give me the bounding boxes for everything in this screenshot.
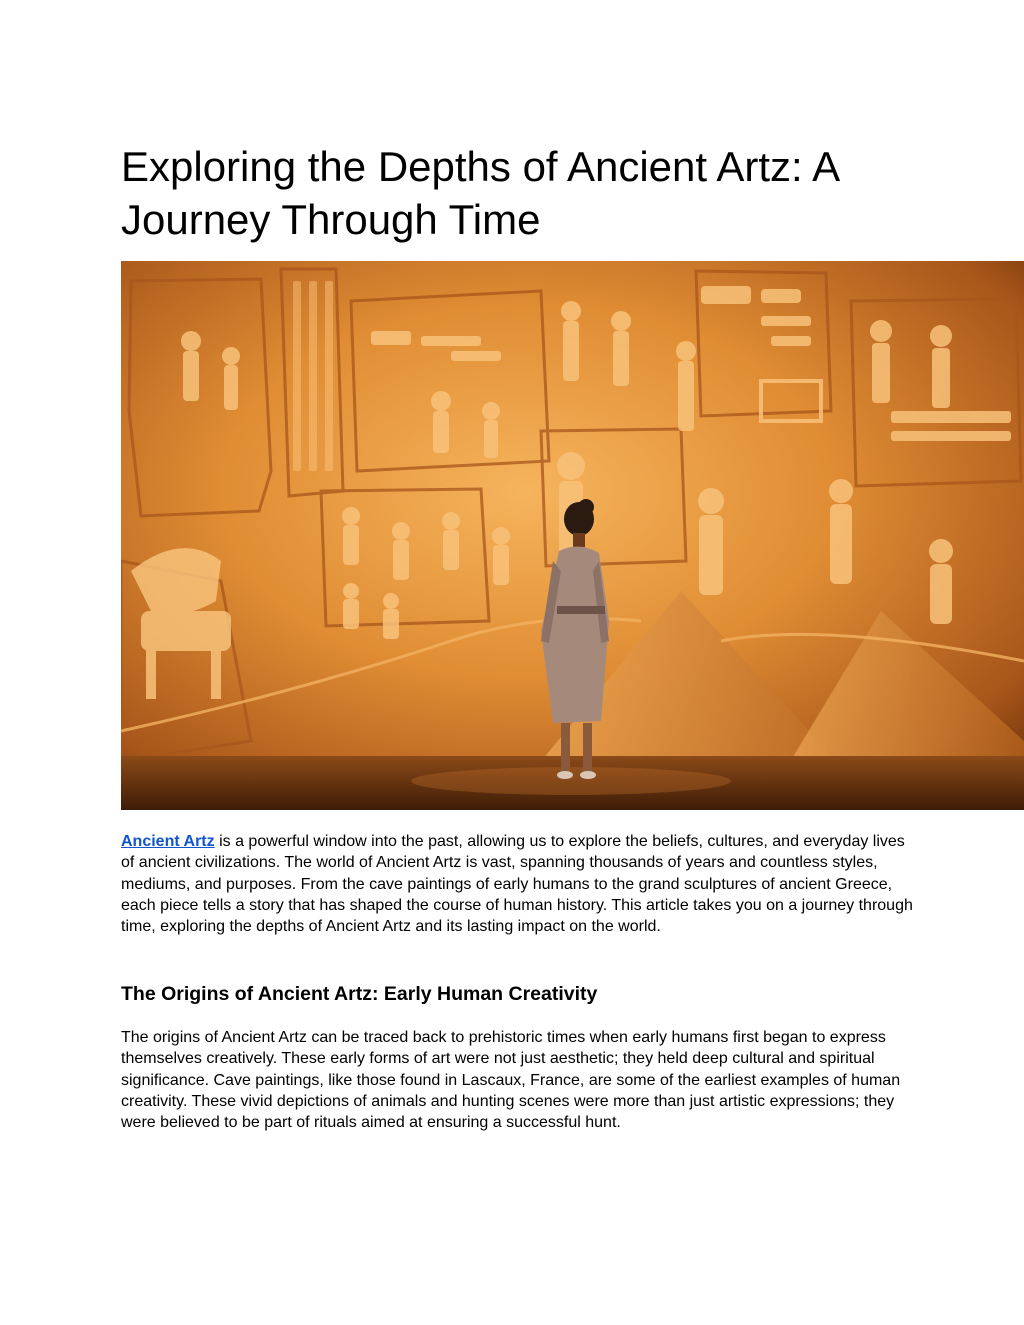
relief-wall-illustration — [121, 261, 1024, 810]
intro-text: is a powerful window into the past, allowing us to explore the beliefs, cultures, and everyday lives of ancient civilizations. The world of Ancient Artz is vast, spanning thousands of years and countless styles, mediums, and purposes. From the cave paintings of early humans to the grand sculptures of ancient Greece, each piece tells a story that has shaped the course of human history. This article takes you on a journey through time, exploring the depths of Ancient Artz and its lasting impact on the world. — [121, 833, 913, 936]
section-heading: The Origins of Ancient Artz: Early Human Creativity — [121, 983, 598, 1005]
ancient-artz-link[interactable]: Ancient Artz — [121, 833, 215, 850]
intro-paragraph — [121, 831, 921, 937]
section-paragraph: The origins of Ancient Artz can be traced back to prehistoric times when early humans first began to express themselves creatively. These early forms of art were not just aesthetic; they held deep cultural and spiritual significance. Cave paintings, like those found in Lascaux, France, are some of the earliest examples of human creativity. These vivid depictions of animals and hunting scenes were more than just artistic expressions; they were believed to be part of rituals aimed at ensuring a successful hunt. — [121, 1029, 901, 1132]
hero-image — [121, 261, 1024, 810]
page-title: Exploring the Depths of Ancient Artz: A Journey Through Time — [121, 143, 838, 243]
